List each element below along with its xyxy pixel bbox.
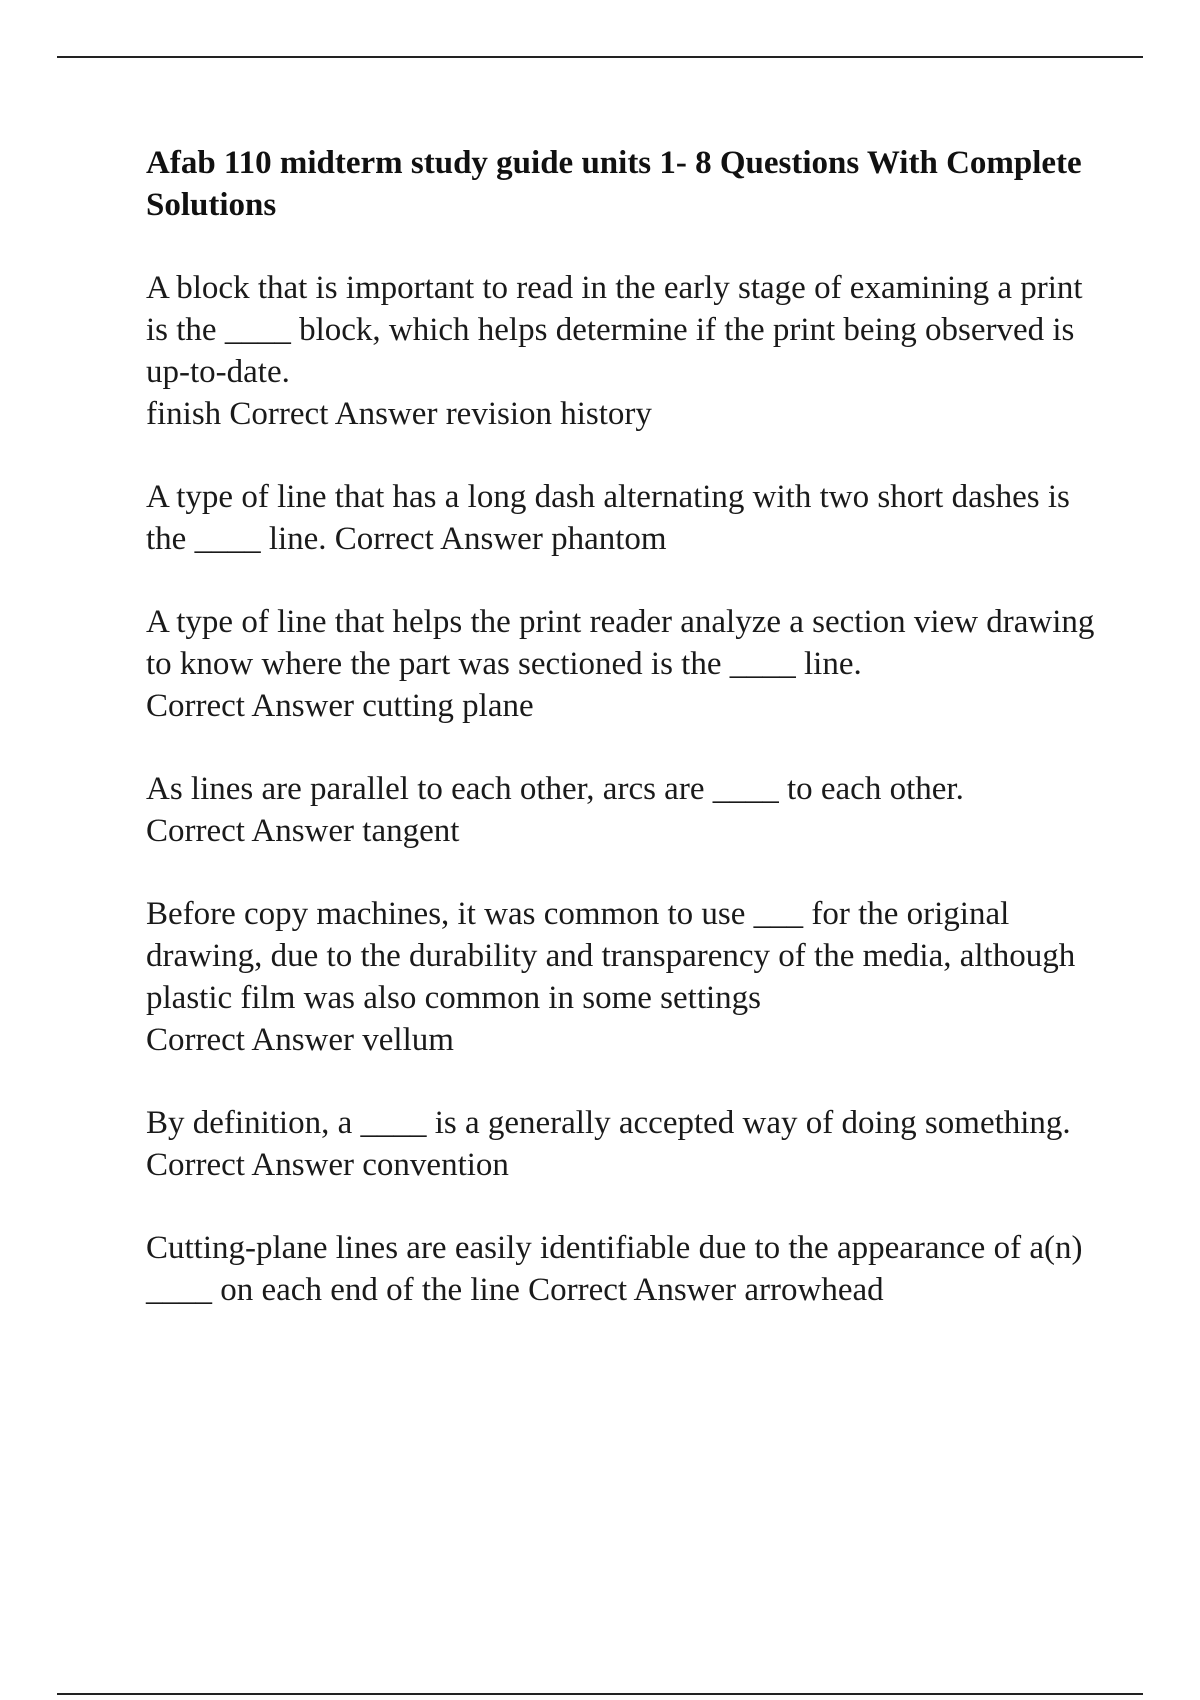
page-top-rule	[57, 56, 1143, 58]
qa-item-revision-history: A block that is important to read in the early stage of examining a print is the ____ block, which helps determine if the print being observed is up-to-date. finish Correct Answer revision history	[146, 270, 1083, 432]
qa-item-vellum: Before copy machines, it was common to use ___ for the original drawing, due to the durability and transparency of the media, although plastic film was also common in some settings Correct Answer vellum	[146, 896, 1076, 1058]
qa-item-convention: By definition, a ____ is a generally accepted way of doing something. Correct Answer convention	[146, 1105, 1071, 1183]
document-title: Afab 110 midterm study guide units 1- 8 Questions With Complete Solutions	[146, 145, 1082, 223]
qa-item-cutting-plane: A type of line that helps the print reader analyze a section view drawing to know where the part was sectioned is the ____ line. Correct Answer cutting plane	[146, 604, 1095, 724]
qa-item-arrowhead: Cutting-plane lines are easily identifiable due to the appearance of a(n) ____ on each end of the line Correct Answer arrowhead	[146, 1230, 1083, 1308]
qa-list	[146, 267, 1106, 1311]
qa-item-phantom-line: A type of line that has a long dash alternating with two short dashes is the ____ line. Correct Answer phantom	[146, 479, 1070, 557]
page-bottom-rule	[57, 1693, 1143, 1695]
document-body	[146, 142, 1106, 1311]
qa-item-tangent: As lines are parallel to each other, arcs are ____ to each other. Correct Answer tangent	[146, 771, 964, 849]
